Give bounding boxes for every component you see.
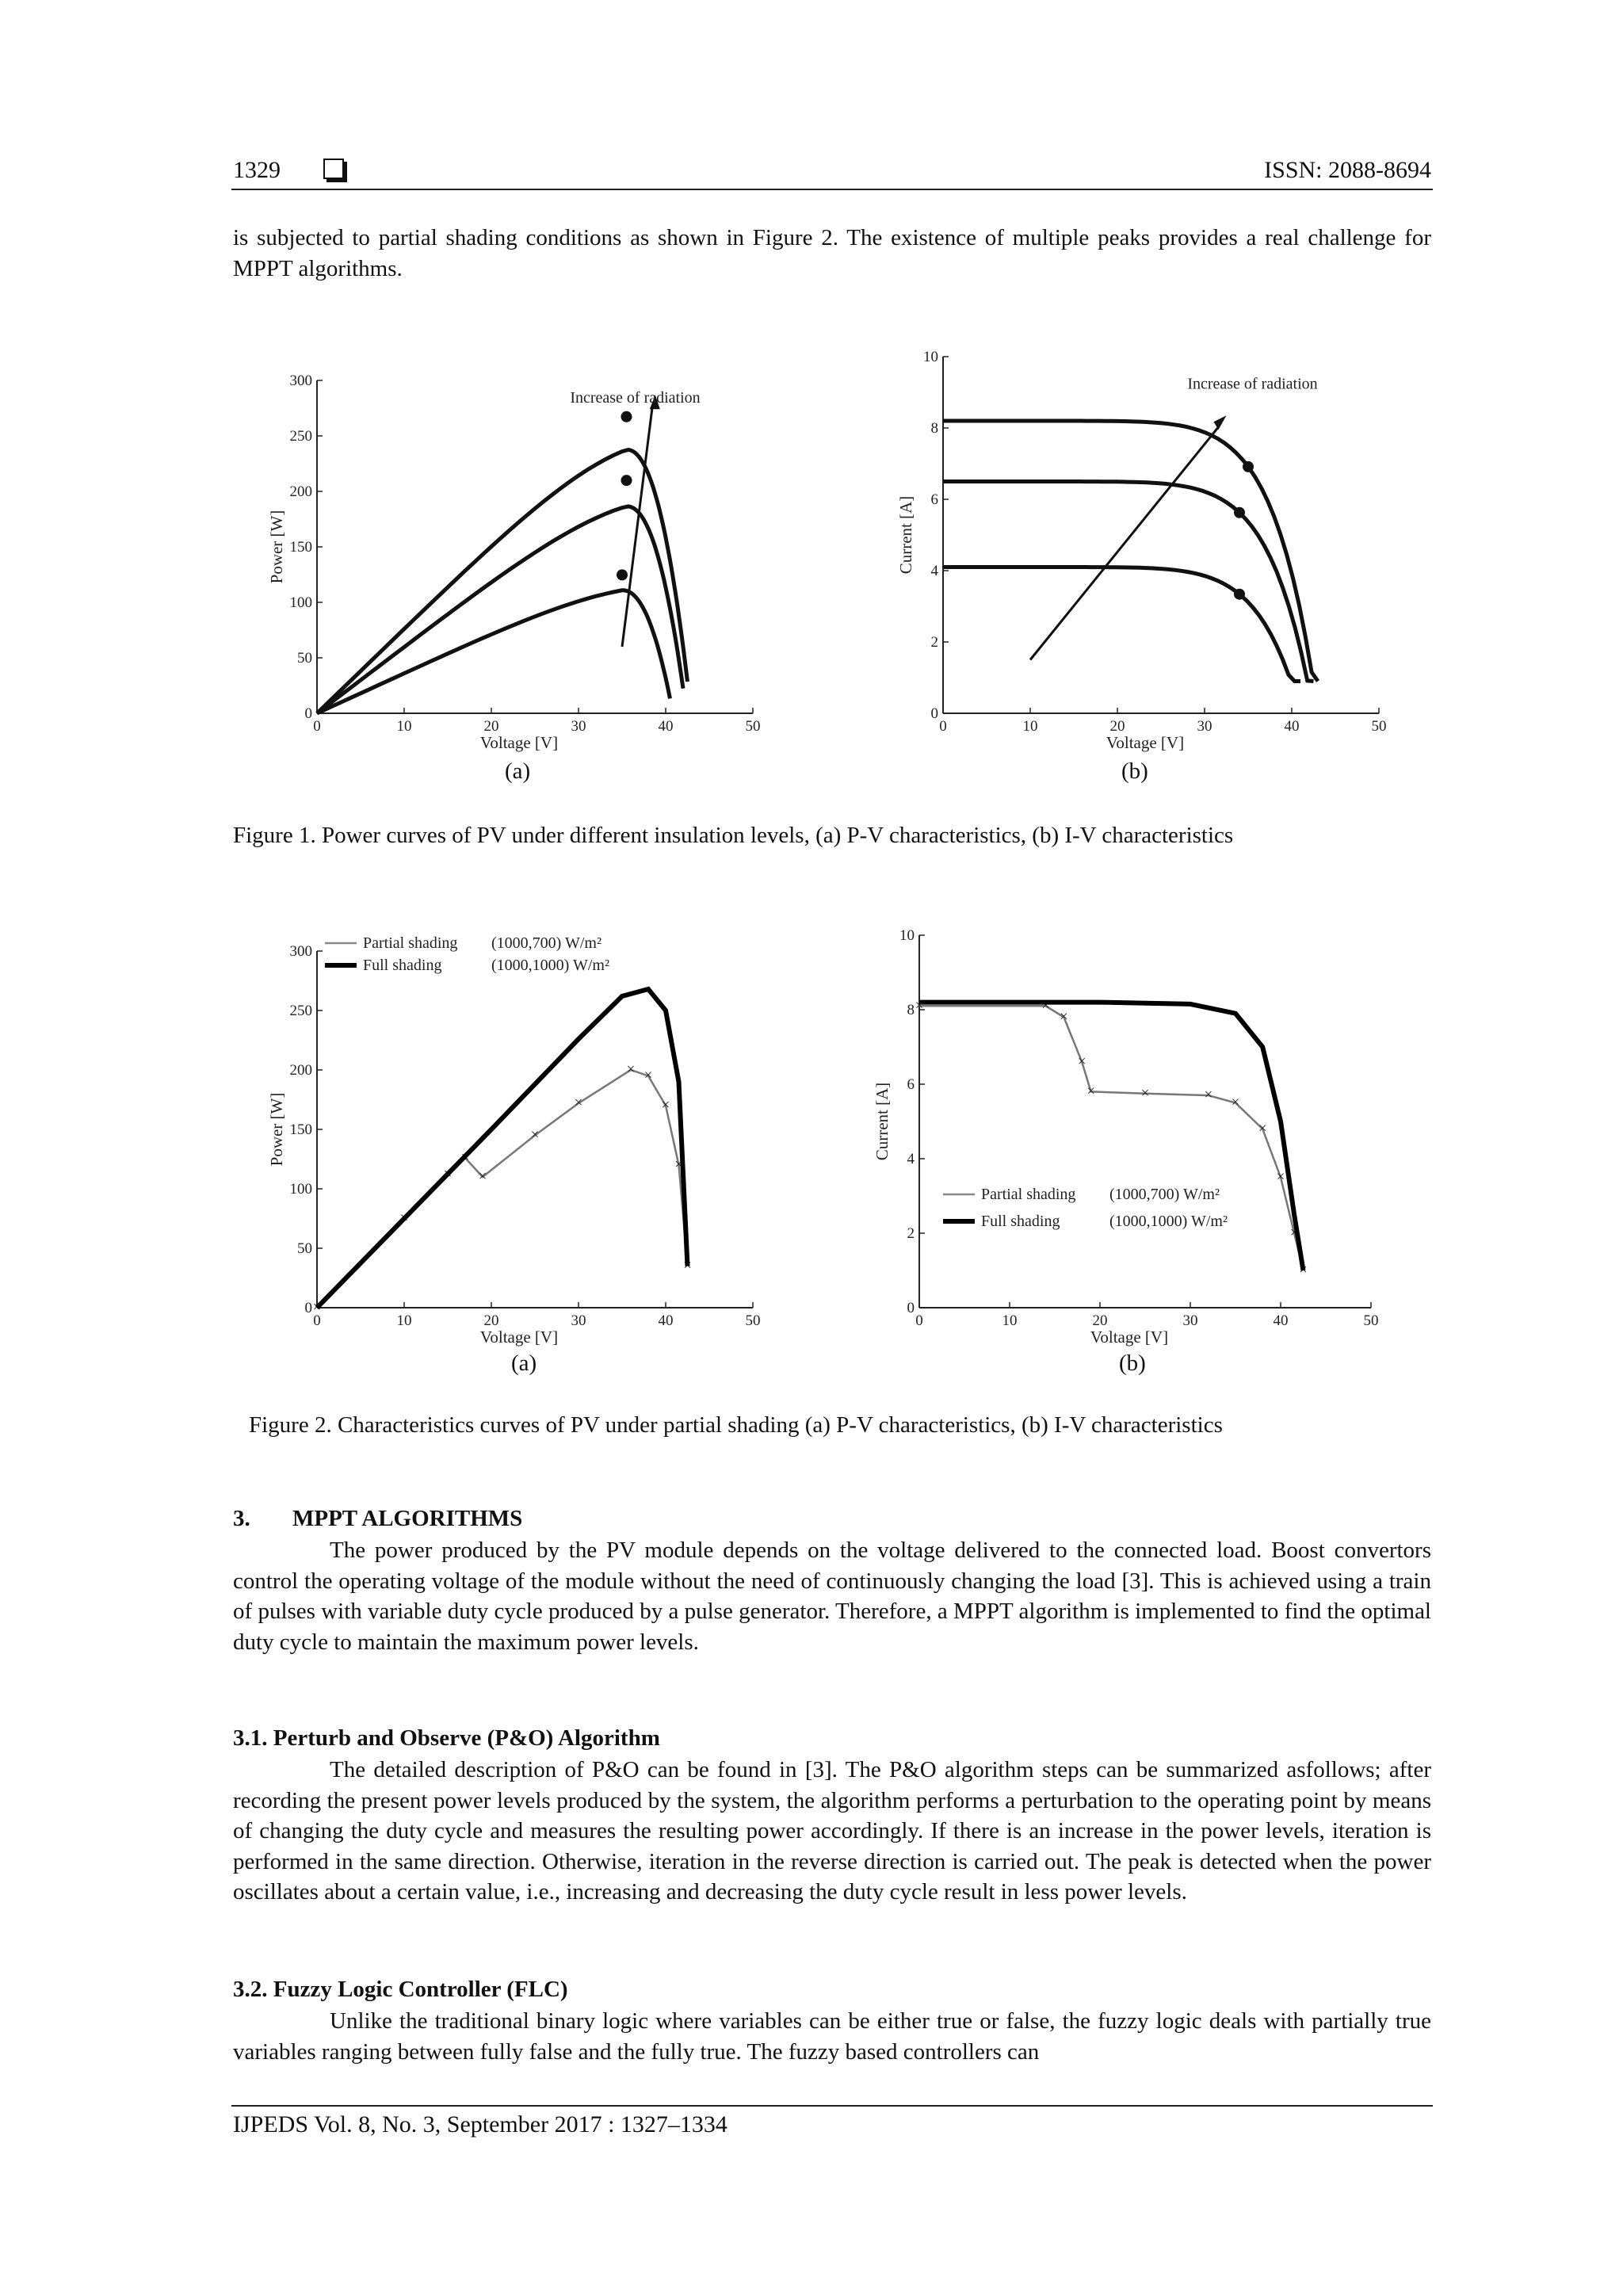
y-tick-label: 0 [907,1300,915,1316]
iv-curve-0 [943,421,1318,682]
footer-rule [231,2105,1433,2107]
y-tick-label: 250 [289,1003,312,1019]
mpp-point-1 [1234,507,1245,518]
y-tick-label: 10 [899,927,915,944]
y-tick-label: 0 [930,705,938,722]
x-tick-label: 40 [658,718,674,735]
partial-marker: × [683,1257,692,1274]
x-tick-label: 40 [1284,718,1300,735]
partial-marker: × [530,1126,540,1144]
y-tick-label: 4 [907,1151,915,1167]
figure1-chart-b [872,349,1426,761]
partial-marker: × [399,1209,409,1227]
legend-partial-label: Partial shading [981,1186,1076,1203]
figure1-sub-a: (a) [505,758,531,784]
x-tick-label: 50 [745,718,761,735]
x-tick-label: 10 [396,1312,412,1329]
y-axis-label: Current [A] [896,495,915,575]
partial-marker: × [661,1097,670,1114]
figure2-chart-b [864,919,1426,1363]
y-tick-label: 150 [289,1121,312,1138]
partial-marker: × [1258,1120,1267,1137]
section31-heading: 3.1. Perturb and Observe (P&O) Algorithm [233,1725,660,1751]
x-tick-label: 20 [1092,1312,1108,1329]
legend-partial-irradiance: (1000,700) W/m² [491,934,601,952]
y-tick-label: 200 [289,483,312,500]
partial-marker: × [1140,1084,1150,1102]
x-tick-label: 0 [313,1312,321,1329]
y-tick-label: 300 [289,943,312,960]
section3-title: MPPT ALGORITHMS [292,1506,523,1531]
x-axis-label: Voltage [V] [1090,1328,1169,1347]
x-tick-label: 20 [483,1312,499,1329]
iv-curve-2 [943,567,1300,682]
x-tick-label: 20 [483,718,499,735]
y-tick-label: 50 [297,650,312,667]
section3-text: The power produced by the PV module depends on the voltage delivered to the connected load. Boost convertors control the operating voltage of the module without the need of continuously changing the load [3]. This is achieved using a train of pulses with variable duty cycle produced by a pulse generator. Therefore, a MPPT algorithm is implemented to find the optimal duty cycle to maintain the maximum power levels. [233,1538,1431,1655]
x-tick-label: 30 [571,1312,586,1329]
y-tick-label: 100 [289,1181,312,1198]
partial-marker: × [1231,1094,1240,1111]
partial-marker: × [1041,997,1050,1014]
pv-curve-0 [317,450,688,714]
x-tick-label: 0 [939,718,947,735]
figure2-sub-b: (b) [1119,1350,1146,1376]
page-number: 1329 [233,157,281,183]
y-tick-label: 8 [930,420,938,437]
figure2-chart-a [254,919,792,1363]
y-tick-label: 6 [930,491,938,508]
x-tick-label: 0 [915,1312,923,1329]
figure1-sub-b: (b) [1121,758,1148,784]
x-tick-label: 40 [1273,1312,1289,1329]
partial-marker: × [674,1156,683,1173]
pv-curve-2 [317,590,670,713]
x-tick-label: 30 [1182,1312,1198,1329]
full-shading-line [317,989,688,1308]
y-tick-label: 6 [907,1076,915,1093]
y-tick-label: 200 [289,1062,312,1079]
partial-marker: × [915,997,924,1014]
radiation-arrow [1030,428,1218,660]
x-tick-label: 50 [1371,718,1387,735]
section3-number: 3. [233,1506,250,1531]
legend-full-irradiance: (1000,1000) W/m² [491,957,609,974]
legend-full-irradiance: (1000,1000) W/m² [1109,1213,1228,1230]
x-tick-label: 10 [396,718,412,735]
partial-marker: × [1086,1083,1095,1100]
y-tick-label: 50 [297,1240,312,1257]
annotation-label: Increase of radiation [1187,375,1318,393]
partial-marker: × [1060,1008,1068,1026]
y-tick-label: 300 [289,372,312,389]
partial-marker: × [626,1061,636,1078]
mpp-point-1 [621,475,632,486]
footer-journal: IJPEDS Vol. 8, No. 3, September 2017 : 1327–1334 [233,2111,727,2137]
full-shading-line [919,1003,1304,1270]
partial-marker: × [1077,1052,1086,1070]
partial-marker: × [312,1299,322,1316]
x-tick-label: 10 [1022,718,1038,735]
partial-shading-line [317,1067,688,1308]
section32-heading: 3.2. Fuzzy Logic Controller (FLC) [233,1977,568,2002]
iv-curve-1 [943,482,1314,682]
mpp-point-0 [621,411,632,422]
annotation-label: Increase of radiation [570,389,701,407]
y-tick-label: 10 [923,349,938,365]
partial-marker: × [1204,1087,1213,1104]
x-axis-label: Voltage [V] [479,733,559,752]
section32-text: Unlike the traditional binary logic where variables can be either true or false, the fuzzy logic deals with partially true variables ranging between fully false and the fully true. The fuzzy based controllers can [233,2008,1431,2065]
partial-marker: × [460,1149,470,1166]
y-tick-label: 0 [304,705,312,722]
x-tick-label: 0 [313,718,321,735]
y-tick-label: 0 [304,1300,312,1316]
y-tick-label: 8 [907,1002,915,1018]
section31-body [233,1755,1431,1908]
x-tick-label: 50 [745,1312,761,1329]
y-tick-label: 4 [930,563,938,579]
partial-marker: × [443,1166,453,1182]
legend-full-label: Full shading [981,1213,1060,1230]
arrow-head-icon [1214,415,1227,430]
mpp-point-2 [617,569,628,580]
intro-text: is subjected to partial shading conditions as shown in Figure 2. The existence of multiple peaks provides a real challenge for MPPT algorithms. [233,225,1431,281]
x-tick-label: 50 [1363,1312,1379,1329]
partial-marker: × [478,1168,487,1185]
mpp-point-2 [1234,589,1245,600]
section32-body [233,2006,1431,2067]
partial-marker: × [574,1095,583,1111]
partial-marker: × [1299,1262,1308,1278]
x-tick-label: 40 [658,1312,674,1329]
x-tick-label: 30 [571,718,586,735]
header-rule [231,189,1433,190]
x-tick-label: 30 [1197,718,1212,735]
figure2-caption: Figure 2. Characteristics curves of PV under partial shading (a) P-V characteristics, (b) I-V characteristics [249,1412,1223,1438]
intro-paragraph [233,223,1431,284]
x-tick-label: 20 [1109,718,1125,735]
y-tick-label: 150 [289,539,312,556]
partial-marker: × [1276,1168,1285,1186]
y-tick-label: 2 [907,1225,915,1242]
y-tick-label: 100 [289,594,312,611]
partial-shading-line [919,1006,1304,1270]
checkbox-icon [323,159,344,179]
legend-partial-label: Partial shading [363,934,458,952]
y-tick-label: 2 [930,634,938,651]
section31-text: The detailed description of P&O can be found in [3]. The P&O algorithm steps can be summarized asfollows; after recording the present power levels produced by the system, the algorithm performs a perturbation to the operating point by means of changing the duty cycle and measures the resulting power accordingly. If there is an increase in the power levels, iteration is performed in the same direction. Otherwise, iteration in the reverse direction is carried out. The peak is detected when the power oscillates about a certain value, i.e., increasing and decreasing the duty cycle result in less power levels. [233,1757,1431,1904]
issn: ISSN: 2088-8694 [1264,157,1431,183]
y-axis-label: Power [W] [267,510,286,584]
x-tick-label: 10 [1002,1312,1018,1329]
section3-body [233,1535,1431,1657]
y-axis-label: Current [A] [873,1082,892,1161]
legend-partial-irradiance: (1000,700) W/m² [1109,1186,1220,1203]
x-axis-label: Voltage [V] [479,1328,559,1347]
y-axis-label: Power [W] [267,1092,286,1167]
legend-full-label: Full shading [363,957,442,974]
partial-marker: × [643,1067,653,1084]
y-tick-label: 250 [289,428,312,445]
partial-marker: × [1289,1224,1299,1241]
figure1-caption: Figure 1. Power curves of PV under different insulation levels, (a) P-V characteristics, (b) I-V characteristics [233,823,1234,848]
section3-heading [233,1506,522,1532]
figure2-sub-a: (a) [511,1350,537,1376]
mpp-point-0 [1243,461,1254,472]
x-axis-label: Voltage [V] [1106,733,1185,752]
figure1-chart-a [254,349,792,761]
